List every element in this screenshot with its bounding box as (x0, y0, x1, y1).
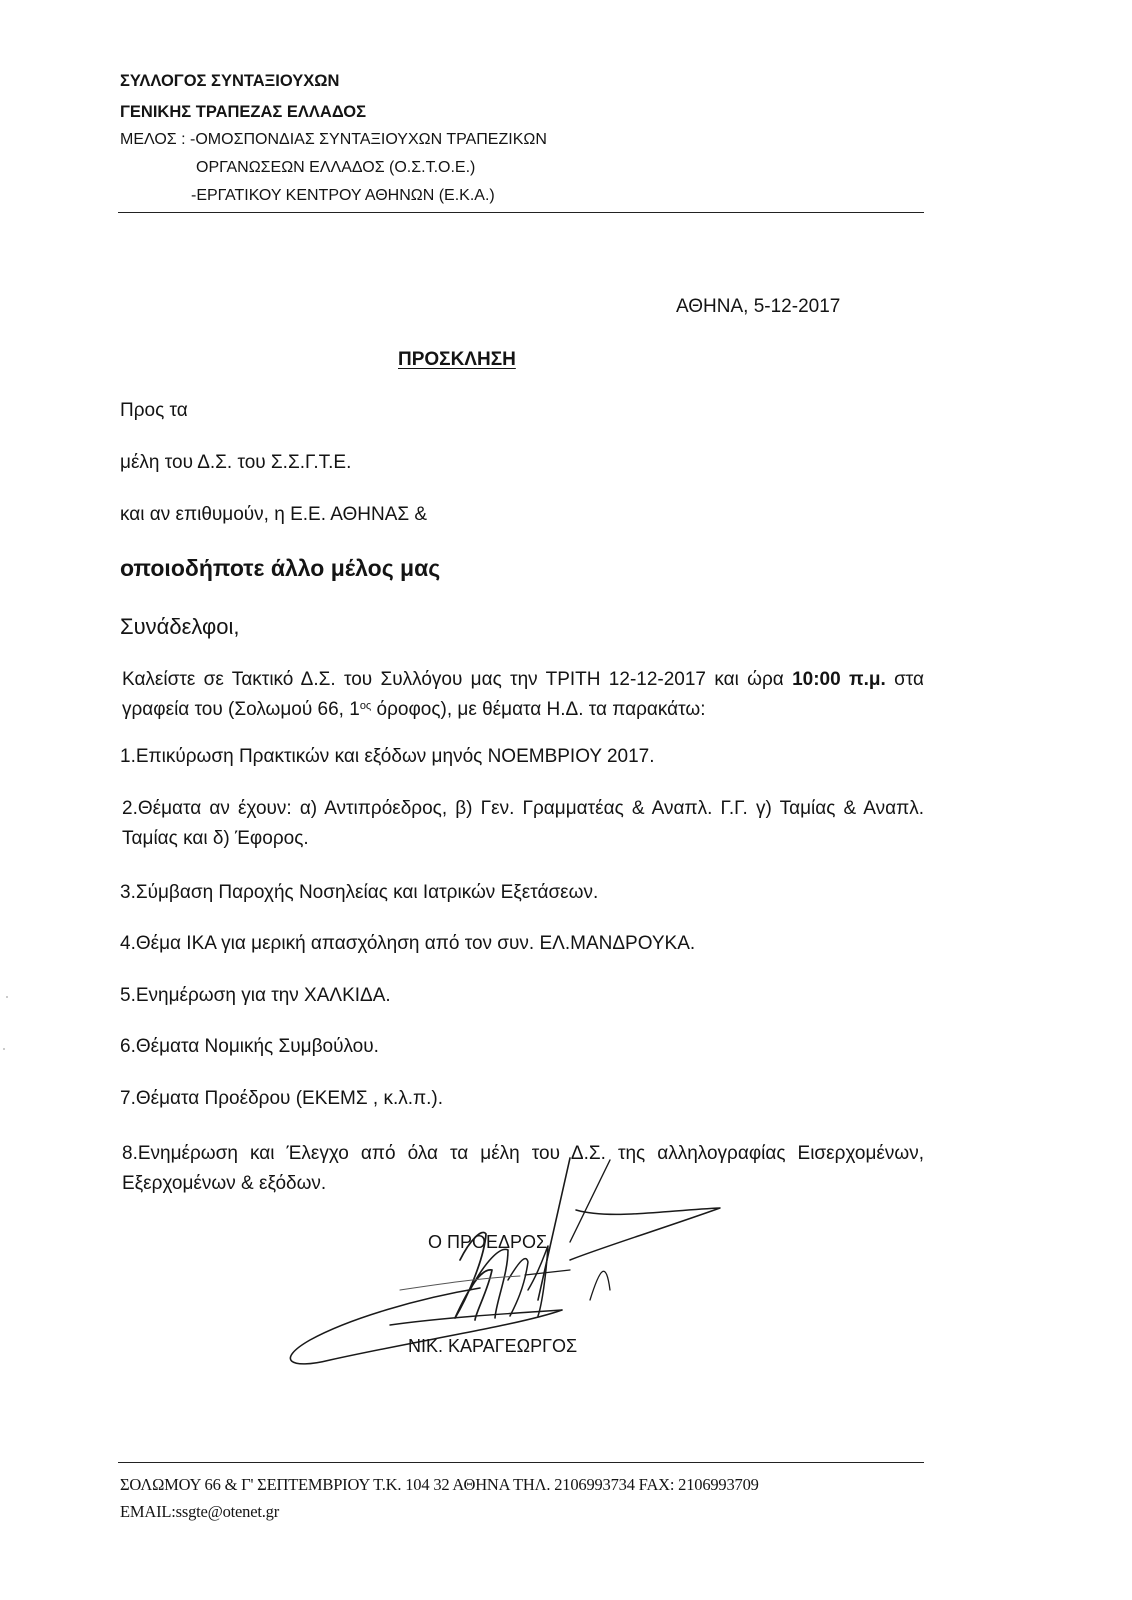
agenda-item: 3.Σύμβαση Παροχής Νοσηλείας και Ιατρικών Εξετάσεων. (120, 882, 599, 903)
agenda-item: 8.Ενημέρωση και Έλεγχο από όλα τα μέλη του Δ.Σ. της αλληλογραφίας Εισερχομένων, Εξερχομένων & εξόδων. (122, 1143, 924, 1194)
greeting: Συνάδελφοι, (120, 614, 240, 639)
association-name: ΣΥΛΛΟΓΟΣ ΣΥΝΤΑΞΙΟΥΧΩΝ (120, 72, 340, 90)
footer-divider (118, 1462, 924, 1463)
agenda-item: 5.Ενημέρωση για την ΧΑΛΚΙΔΑ. (120, 985, 391, 1006)
recipients-line-2: και αν επιθυμούν, η Ε.Ε. ΑΘΗΝΑΣ & (120, 504, 428, 525)
footer-email: EMAIL:ssgte@otenet.gr (120, 1502, 280, 1521)
footer-address: ΣΟΛΩΜΟΥ 66 & Γ' ΣΕΠΤΕΜΒΡΙΟΥ Τ.Κ. 104 32 ΑΘΗΝΑ ΤΗΛ. 2106993734 FAX: 2106993709 (120, 1475, 759, 1494)
document-title: ΠΡΟΣΚΛΗΣΗ (398, 349, 516, 370)
agenda-item: 7.Θέματα Προέδρου (ΕΚΕΜΣ , κ.λ.π.). (120, 1088, 444, 1109)
floor-ordinal: ος (359, 700, 372, 712)
president-role: Ο ΠΡΟΕΔΡΟΣ (428, 1232, 548, 1252)
recipients-to: Προς τα (120, 400, 188, 421)
association-bank-name: ΓΕΝΙΚΗΣ ΤΡΑΠΕΖΑΣ ΕΛΛΑΔΟΣ (120, 103, 367, 121)
intro-text-1: Καλείστε σε Τακτικό Δ.Σ. του Συλλόγου μας την ΤΡΙΤΗ 12-12-2017 και ώρα (122, 669, 784, 690)
agenda-item: 4.Θέμα ΙΚΑ για μερική απασχόληση από τον συν. ΕΛ.ΜΑΝΔΡΟΥΚΑ. (120, 933, 696, 954)
scan-speck (3, 1048, 5, 1050)
letter-date: ΑΘΗΝΑ, 5-12-2017 (676, 296, 841, 317)
handwritten-signature (270, 1150, 740, 1370)
meeting-ampm: π.μ. (849, 669, 886, 690)
membership-line-3: -ΕΡΓΑΤΙΚΟΥ ΚΕΝΤΡΟΥ ΑΘΗΝΩΝ (Ε.Κ.Α.) (191, 187, 495, 204)
scan-speck (6, 996, 8, 998)
intro-paragraph (122, 665, 924, 725)
intro-text-3: όροφος), με θέματα Η.Δ. τα παρακάτω: (371, 699, 706, 720)
agenda-item: 6.Θέματα Νομικής Συμβούλου. (120, 1036, 379, 1057)
membership-line-2: ΟΡΓΑΝΩΣΕΩΝ ΕΛΛΑΔΟΣ (Ο.Σ.Τ.Ο.Ε.) (196, 159, 476, 176)
agenda-item: 2.Θέματα αν έχουν: α) Αντιπρόεδρος, β) Γεν. Γραμματέας & Αναπλ. Γ.Γ. γ) Ταμίας & Αναπλ. Ταμίας και δ) Έφορος. (122, 798, 924, 849)
president-name: ΝΙΚ. ΚΑΡΑΓΕΩΡΓΟΣ (408, 1336, 578, 1356)
recipients-line-3: οποιοδήποτε άλλο μέλος μας (120, 555, 441, 581)
meeting-time: 10:00 (792, 669, 841, 690)
membership-line-1: ΜΕΛΟΣ : -ΟΜΟΣΠΟΝΔΙΑΣ ΣΥΝΤΑΞΙΟΥΧΩΝ ΤΡΑΠΕΖΙΚΩΝ (120, 131, 547, 148)
agenda-item: 1.Επικύρωση Πρακτικών και εξόδων μηνός ΝΟΕΜΒΡΙΟΥ 2017. (120, 746, 655, 767)
recipients-line-1: μέλη του Δ.Σ. του Σ.Σ.Γ.Τ.Ε. (120, 452, 352, 473)
intro-text-2: στα γραφεία του (Σολωμού 66, 1 (122, 669, 925, 720)
letterhead-divider (118, 212, 924, 213)
